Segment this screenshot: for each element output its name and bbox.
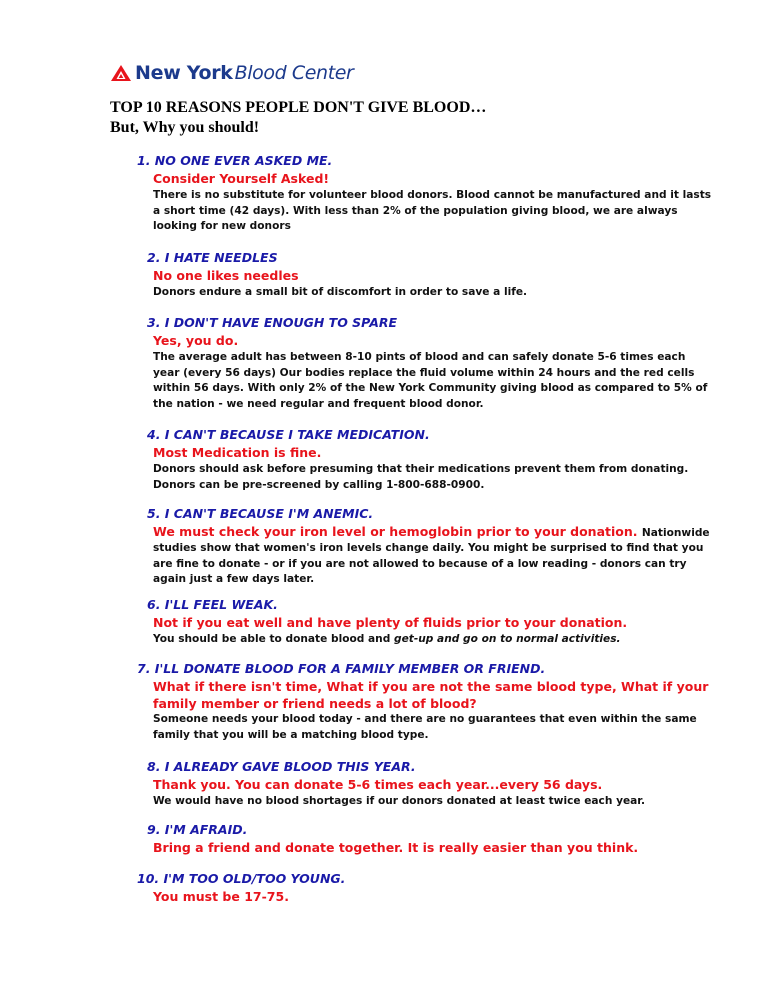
reason-heading: 4. I CAN'T BECAUSE I TAKE MEDICATION. (147, 427, 430, 442)
reason-response: No one likes needles (153, 268, 299, 283)
title-line-1: TOP 10 REASONS PEOPLE DON'T GIVE BLOOD… (110, 99, 487, 116)
reason-response: What if there isn't time, What if you are not the same blood type, What if your family member or friend needs a lot of blood? (153, 679, 709, 711)
title-line-2: But, Why you should! (110, 119, 260, 136)
reason-heading: 5. I CAN'T BECAUSE I'M ANEMIC. (147, 506, 374, 521)
reason-body-text: You should be able to donate blood and (153, 633, 391, 645)
reason-body-emphasis: get-up and go on to normal activities. (394, 633, 621, 645)
logo-text-new-york: New York (135, 62, 233, 84)
reason-body: studies show that women's iron levels change daily. You might be surprised to find that you are fine to donate - or if you are not allowed to because of a low reading - donors can try again just a few days later. (153, 542, 704, 585)
reason-heading: 2. I HATE NEEDLES (147, 250, 278, 265)
reason-response: Bring a friend and donate together. It is really easier than you think. (153, 840, 639, 855)
reason-response: Thank you. You can donate 5-6 times each year...every 56 days. (153, 777, 603, 792)
new-york-blood-center-logo (110, 62, 353, 84)
reason-body-lead: Nationwide (641, 527, 710, 539)
reason-body: We would have no blood shortages if our donors donated at least twice each year. (153, 795, 646, 807)
reason-heading: 8. I ALREADY GAVE BLOOD THIS YEAR. (147, 759, 416, 774)
reason-body: Donors should ask before presuming that their medications prevent them from donating. Donors can be pre-screened by calling 1-800-688-0900. (153, 463, 689, 491)
reason-response-line (153, 523, 733, 542)
triangle-drop-icon (110, 64, 132, 82)
reason-response: Not if you eat well and have plenty of fluids prior to your donation. (153, 615, 628, 630)
reason-response: You must be 17-75. (153, 889, 289, 904)
reason-response: Most Medication is fine. (153, 445, 322, 460)
reason-heading: 10. I'M TOO OLD/TOO YOUNG. (137, 871, 346, 886)
reason-body: The average adult has between 8-10 pints of blood and can safely donate 5-6 times each year (every 56 days) Our bodies replace the fluid volume within 24 hours and the red cells within 56 days. With only 2% of the New York Community giving blood as compared to 5% of the nation - we need regular and frequent blood donor. (153, 351, 708, 410)
reason-heading: 9. I'M AFRAID. (147, 822, 248, 837)
reason-body: There is no substitute for volunteer blood donors. Blood cannot be manufactured and it lasts a short time (42 days). With less than 2% of the population giving blood, we are always looking for new donors (153, 189, 712, 232)
reason-body (153, 632, 733, 648)
page-title (110, 98, 486, 138)
reason-heading: 1. NO ONE EVER ASKED ME. (137, 153, 333, 168)
reason-response: Yes, you do. (153, 333, 239, 348)
reason-heading: 6. I'LL FEEL WEAK. (147, 597, 278, 612)
logo-text-blood-center: Blood Center (234, 62, 354, 84)
reason-response: We must check your iron level or hemoglobin prior to your donation. (153, 524, 638, 539)
reason-heading: 7. I'LL DONATE BLOOD FOR A FAMILY MEMBER OR FRIEND. (137, 661, 546, 676)
reason-response: Consider Yourself Asked! (153, 171, 330, 186)
reason-body: Donors endure a small bit of discomfort in order to save a life. (153, 286, 528, 298)
reason-heading: 3. I DON'T HAVE ENOUGH TO SPARE (147, 315, 398, 330)
reason-body: Someone needs your blood today - and there are no guarantees that even within the same family that you will be a matching blood type. (153, 713, 697, 741)
